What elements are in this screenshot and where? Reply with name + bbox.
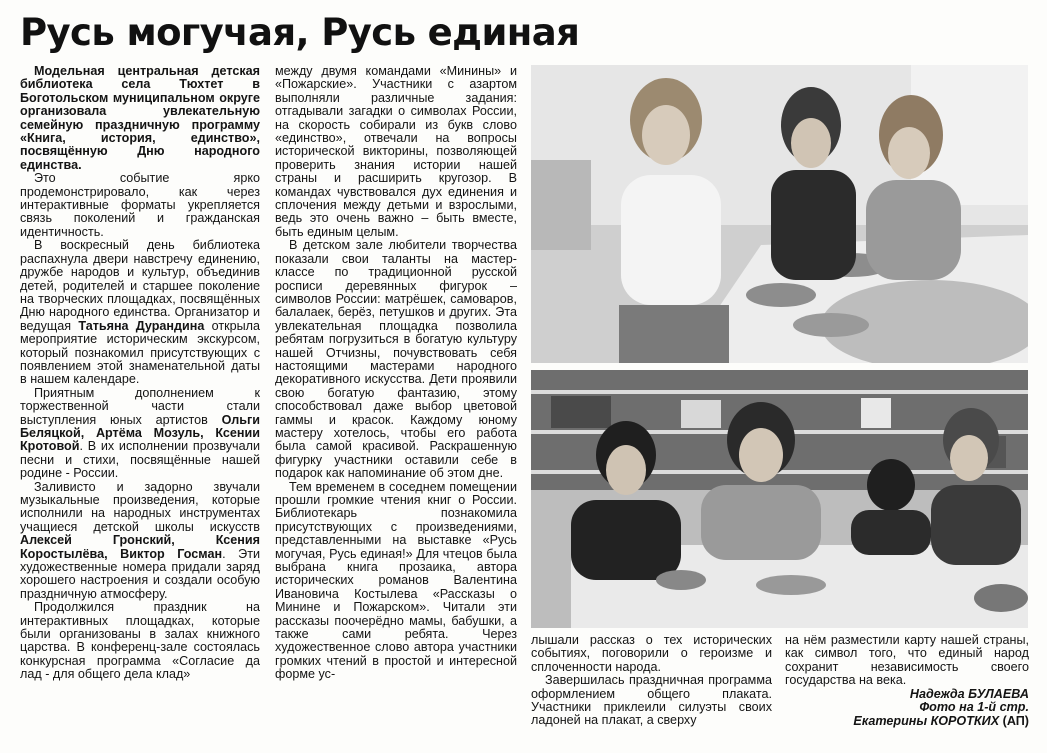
photo-painting-figurines: [531, 370, 1028, 628]
paragraph: Приятным дополнением к торжественной части стали выступления юных артистов Ольги Беляцкой, Артёма Мозуль, Ксении Кротовой. В их исполнении прозвучали песни и стихи, посвящённые нашей родине - России.: [20, 385, 260, 481]
article-column-3: [531, 634, 772, 728]
paragraph: лышали рассказ о тех исторических событиях, поговорили о героизме и сплоченности народа.: [531, 633, 772, 674]
photo-children-drawing-image: [531, 65, 1028, 363]
headline: Русь могучая, Русь единая: [20, 11, 580, 54]
person-names: Алексей Гронский, Ксения Коростылёва, Виктор Госман: [20, 533, 260, 561]
signature-block: [785, 688, 1029, 729]
paragraph: на нём разместили карту нашей страны, как символ того, что единый народ сохранит независимость своего государства на века.: [785, 633, 1029, 688]
paragraph: Это событие ярко продемонстрировало, как через интерактивные форматы укрепляется связь поколений и гражданская идентичность.: [20, 171, 260, 239]
paragraph: Тем временем в соседнем помещении прошли громкие чтения книг о России. Библиотекарь познакомила присутствующих с произведениями, представленными на выставке «Русь могучая, Русь единая!» Для чтецов была выбрана книга прозаика, автора исторических романов Валентина Ивановича Костылева «Рассказы о Минине и Пожарском». Читали эти рассказы поочерёдно мамы, бабушки, а также сами ребята. Через художественное слово автора участники громких чтений в простой и интересной форме ус-: [275, 479, 517, 682]
photo-children-drawing: [531, 65, 1028, 363]
paragraph: Продолжился праздник на интерактивных площадках, которые были организованы в залах книжного царства. В конференц-зале состоялась конкурсная программа «Согласие да лад - для общего дела клад»: [20, 600, 260, 682]
paragraph: между двумя командами «Минины» и «Пожарские». Участники с азартом выполняли различные задания: отгадывали загадки о символах России, на скорость собирали из букв слово «единство», отвечали на вопросы исторической викторины, позволяющей проверить знания истории нашей страны и расширить кругозор. В командах чувствовался дух единения и сплочения между детьми и взрослыми, ведь это очень важно – быть вместе, быть единым целым.: [275, 64, 517, 239]
article-column-4: [785, 634, 1029, 728]
person-name: Татьяна Дурандина: [78, 318, 205, 333]
article-column-1: [20, 65, 260, 682]
paragraph: Заливисто и задорно звучали музыкальные произведения, которые исполнили на народных инструментах учащиеся детской школы искусств Алексей Гронский, Ксения Коростылёва, Виктор Госман. Эти художественные номера придали заряд хорошего настроения и создали особую праздничную атмосферу.: [20, 479, 260, 601]
person-names: Ольги Беляцкой, Артёма Мозуль, Ксении Кротовой: [20, 412, 260, 454]
article-column-2: [275, 65, 517, 682]
paragraph: В детском зале любители творчества показали свои таланты на мастер-классе по традиционной русской росписи деревянных фигурок – символов России: матрёшек, самоваров, балалаек, берёз, петушков и других. Эта увлекательная площадка позволила ребятам погрузиться в богатую культуру нашей Отчизны, почувствовать себя настоящими мастерами народного декоративного искусства. Дети проявили свою богатую фантазию, этому способствовал даже выбор цветовой гаммы и красок. Каждому юному мастеру хотелось, чтобы его работа была самой красивой. Раскрашенную фигурку участники оставили себе в подарок как напоминание об этом дне.: [275, 238, 517, 481]
paragraph: В воскресный день библиотека распахнула двери навстречу единению, дружбе народов и культур, объединив детей, родителей и старшее поколение на творческих площадках, посвящённых Дню народного единства. Организатор и ведущая Татьяна Дурандина открыла мероприятие историческим экскурсом, который познакомил присутствующих с появлением этой знаменательной даты в нашем календаре.: [20, 238, 261, 387]
paragraph: Завершилась праздничная программа оформлением общего плаката. Участники приклеили силуэты своих ладоней на плакат, а сверху: [531, 673, 772, 728]
photo-credit: Фото на 1-й стр.: [919, 700, 1029, 715]
lead-paragraph: Модельная центральная детская библиотека села Тюхтет в Боготольском муниципальном округе организовала увлекательную семейную праздничную программу «Книга, история, единство», посвящённую Дню народного единства.: [20, 64, 260, 172]
photo-credit-name: Екатерины КОРОТКИХ (АП): [853, 713, 1029, 728]
author: Надежда БУЛАЕВА: [909, 686, 1029, 701]
photo-painting-figurines-image: [531, 370, 1028, 628]
